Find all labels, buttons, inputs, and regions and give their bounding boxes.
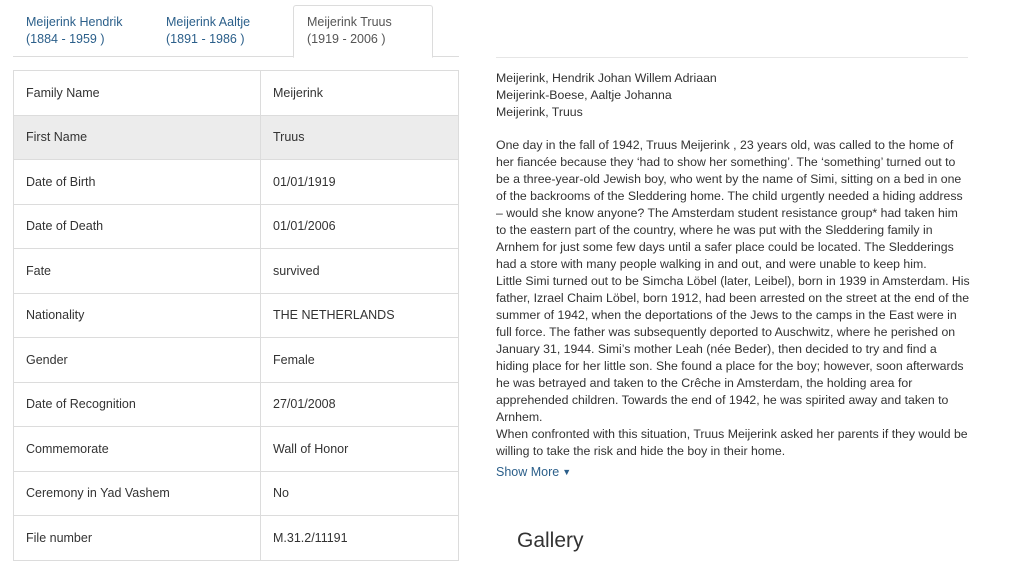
table-row	[14, 249, 459, 294]
person-details-table	[13, 70, 459, 561]
detail-label: File number	[14, 516, 261, 561]
table-row	[14, 427, 459, 472]
table-row	[14, 115, 459, 160]
table-row	[14, 338, 459, 383]
tab-meijerink-truus[interactable]	[293, 5, 433, 58]
detail-value: Meijerink	[261, 71, 459, 116]
detail-value: survived	[261, 249, 459, 294]
table-row	[14, 471, 459, 516]
show-more-link[interactable]	[496, 465, 571, 479]
detail-value: No	[261, 471, 459, 516]
tab-name: Meijerink Hendrik	[26, 15, 123, 29]
tab-years: (1884 - 1959 )	[26, 32, 105, 46]
detail-label: Fate	[14, 249, 261, 294]
person-tabs	[13, 5, 459, 57]
table-row	[14, 382, 459, 427]
rescuer-name: Meijerink, Hendrik Johan Willem Adriaan	[496, 71, 717, 85]
table-row	[14, 71, 459, 116]
detail-label: Date of Recognition	[14, 382, 261, 427]
table-row	[14, 160, 459, 205]
detail-value: Wall of Honor	[261, 427, 459, 472]
rescuer-name: Meijerink-Boese, Aaltje Johanna	[496, 88, 672, 102]
detail-label: First Name	[14, 115, 261, 160]
detail-value: 01/01/2006	[261, 204, 459, 249]
story-paragraph: Little Simi turned out to be Simcha Löbel (later, Leibel), born in 1939 in Amsterdam. His father, Izrael Chaim Löbel, born 1912, had been arrested on the street at the end of the summer of 1942, when the deportations of the Jews to the camps in the East were in full force. The father was subsequently deported to Auschwitz, where he perished on January 31, 1944. Simi’s mother Leah (née Beder), then decided to try and find a hiding place for her little son. She found a place for the boy; however, soon afterwards he was betrayed and taken to the Crêche in Amsterdam, the holding area for apprehended children. Towards the end of 1942, he was spirited away and taken to Arnhem.	[496, 274, 970, 424]
tab-years: (1891 - 1986 )	[166, 32, 245, 46]
detail-label: Date of Death	[14, 204, 261, 249]
tab-years: (1919 - 2006 )	[307, 32, 386, 46]
detail-value: M.31.2/11191	[261, 516, 459, 561]
detail-label: Ceremony in Yad Vashem	[14, 471, 261, 516]
detail-label: Gender	[14, 338, 261, 383]
rescue-story	[496, 137, 970, 460]
show-more-label: Show More	[496, 465, 560, 479]
table-row	[14, 516, 459, 561]
detail-label: Date of Birth	[14, 160, 261, 205]
detail-label: Nationality	[14, 293, 261, 338]
table-row	[14, 204, 459, 249]
gallery-heading: Gallery	[517, 529, 584, 552]
story-paragraph: One day in the fall of 1942, Truus Meijerink , 23 years old, was called to the home of her fiancée because they ‘had to show her something’. The ‘something’ turned out to be a three-year-old Jewish boy, who went by the name of Simi, sitting on a bed in one of the backrooms of the Sleddering home. The child urgently needed a hiding address – would she know anyone? The Amsterdam student resistance group* had taken him to the eastern part of the country, where he was put with the Sleddering family in Arnhem for just some few days until a safer place could be located. The Sledderings had a store with many people walking in and out, and were unable to keep him.	[496, 138, 963, 271]
detail-value: THE NETHERLANDS	[261, 293, 459, 338]
caret-down-icon: ▼	[562, 467, 572, 477]
rescuer-name: Meijerink, Truus	[496, 105, 583, 119]
detail-value: 27/01/2008	[261, 382, 459, 427]
tab-name: Meijerink Aaltje	[166, 15, 251, 29]
detail-value: 01/01/1919	[261, 160, 459, 205]
detail-label: Family Name	[14, 71, 261, 116]
detail-value: Truus	[261, 115, 459, 160]
story-paragraph: When confronted with this situation, Truus Meijerink asked her parents if they would be willing to take the risk and hide the boy in their home.	[496, 427, 968, 458]
rescuer-names	[496, 70, 968, 121]
tab-name: Meijerink Truus	[307, 15, 392, 29]
detail-label: Commemorate	[14, 427, 261, 472]
table-row	[14, 293, 459, 338]
detail-value: Female	[261, 338, 459, 383]
content-divider	[496, 57, 968, 58]
